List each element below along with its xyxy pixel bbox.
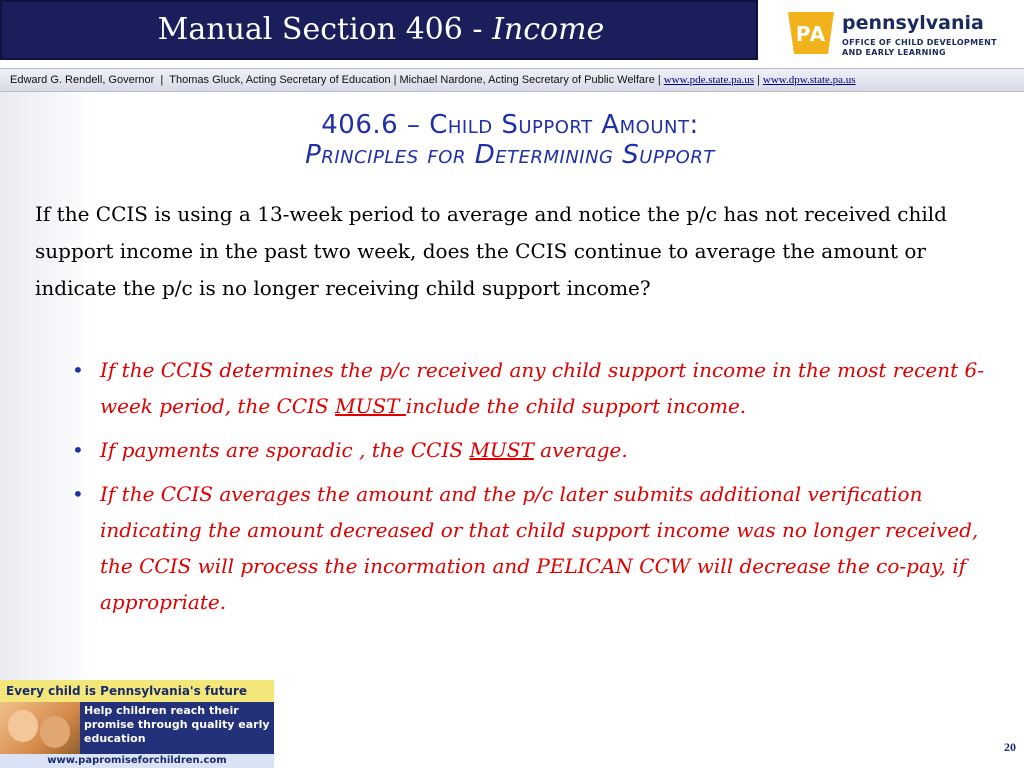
pa-ocdel-logo — [780, 2, 1000, 62]
children-photo — [0, 702, 80, 758]
promo-message: Help children reach their promise through quality early education — [84, 704, 270, 745]
bullet-dot-icon: • — [72, 482, 84, 506]
promo-url[interactable]: www.papromiseforchildren.com — [0, 754, 274, 768]
promo-tagline: Every child is Pennsylvania's future — [0, 680, 274, 702]
section-heading — [100, 110, 920, 170]
must-emphasis: MUST — [335, 394, 406, 418]
bullet-item: • If the CCIS determines the p/c received any child support income in the most recent 6-week period, the CCIS MUST include the child support income. — [70, 352, 990, 424]
logo-name: pennsylvania — [842, 12, 984, 34]
slide-title — [2, 10, 760, 50]
bullet-item: • If the CCIS averages the amount and the p/c later submits additional verification indicating the amount decreased or that child support income was no longer received, the CCIS will process the incormation and PELICAN CCW will decrease the co-pay, if appropriate. — [70, 476, 990, 620]
page-number: 20 — [1004, 740, 1016, 754]
promise-for-children-banner — [0, 680, 274, 768]
dpw-link[interactable]: www.dpw.state.pa.us — [762, 74, 856, 86]
officials-strip: Edward G. Rendell, Governor | Thomas Gluck, Acting Secretary of Education | Michael Nardone, Acting Secretary of Public Welfare | www.pde.state.pa.us | www.dpw.state.pa.us — [0, 68, 1024, 92]
slide-title-plain: Manual Section 406 - — [157, 12, 493, 47]
logo-subtitle-line2: AND EARLY LEARNING — [842, 48, 946, 57]
pde-link[interactable]: www.pde.state.pa.us — [663, 74, 755, 86]
title-bar — [0, 0, 758, 60]
secretary-welfare-text: Michael Nardone, Acting Secretary of Public Welfare — [399, 74, 655, 86]
section-heading-line2: Principles for Determining Support — [305, 140, 715, 170]
keystone-label: PA — [795, 22, 827, 46]
answer-bullets — [70, 352, 990, 628]
must-emphasis: MUST — [469, 438, 534, 462]
bullet-item: • If payments are sporadic , the CCIS MUST average. — [70, 432, 990, 468]
bullet-dot-icon: • — [72, 438, 84, 462]
slide-title-italic: Income — [492, 12, 605, 47]
bullet-dot-icon: • — [72, 358, 84, 382]
secretary-education-text: Thomas Gluck, Acting Secretary of Education — [169, 74, 391, 86]
section-heading-line1: 406.6 – Child Support Amount: — [321, 110, 699, 140]
question-text: If the CCIS is using a 13-week period to average and notice the p/c has not received child support income in the past two week, does the CCIS continue to average the amount or indicate the p/c is no longer receiving child support income? — [35, 202, 947, 300]
governor-text: Edward G. Rendell, Governor — [10, 74, 155, 86]
logo-subtitle-line1: OFFICE OF CHILD DEVELOPMENT — [842, 38, 997, 47]
logo-subtitle — [842, 38, 1012, 58]
